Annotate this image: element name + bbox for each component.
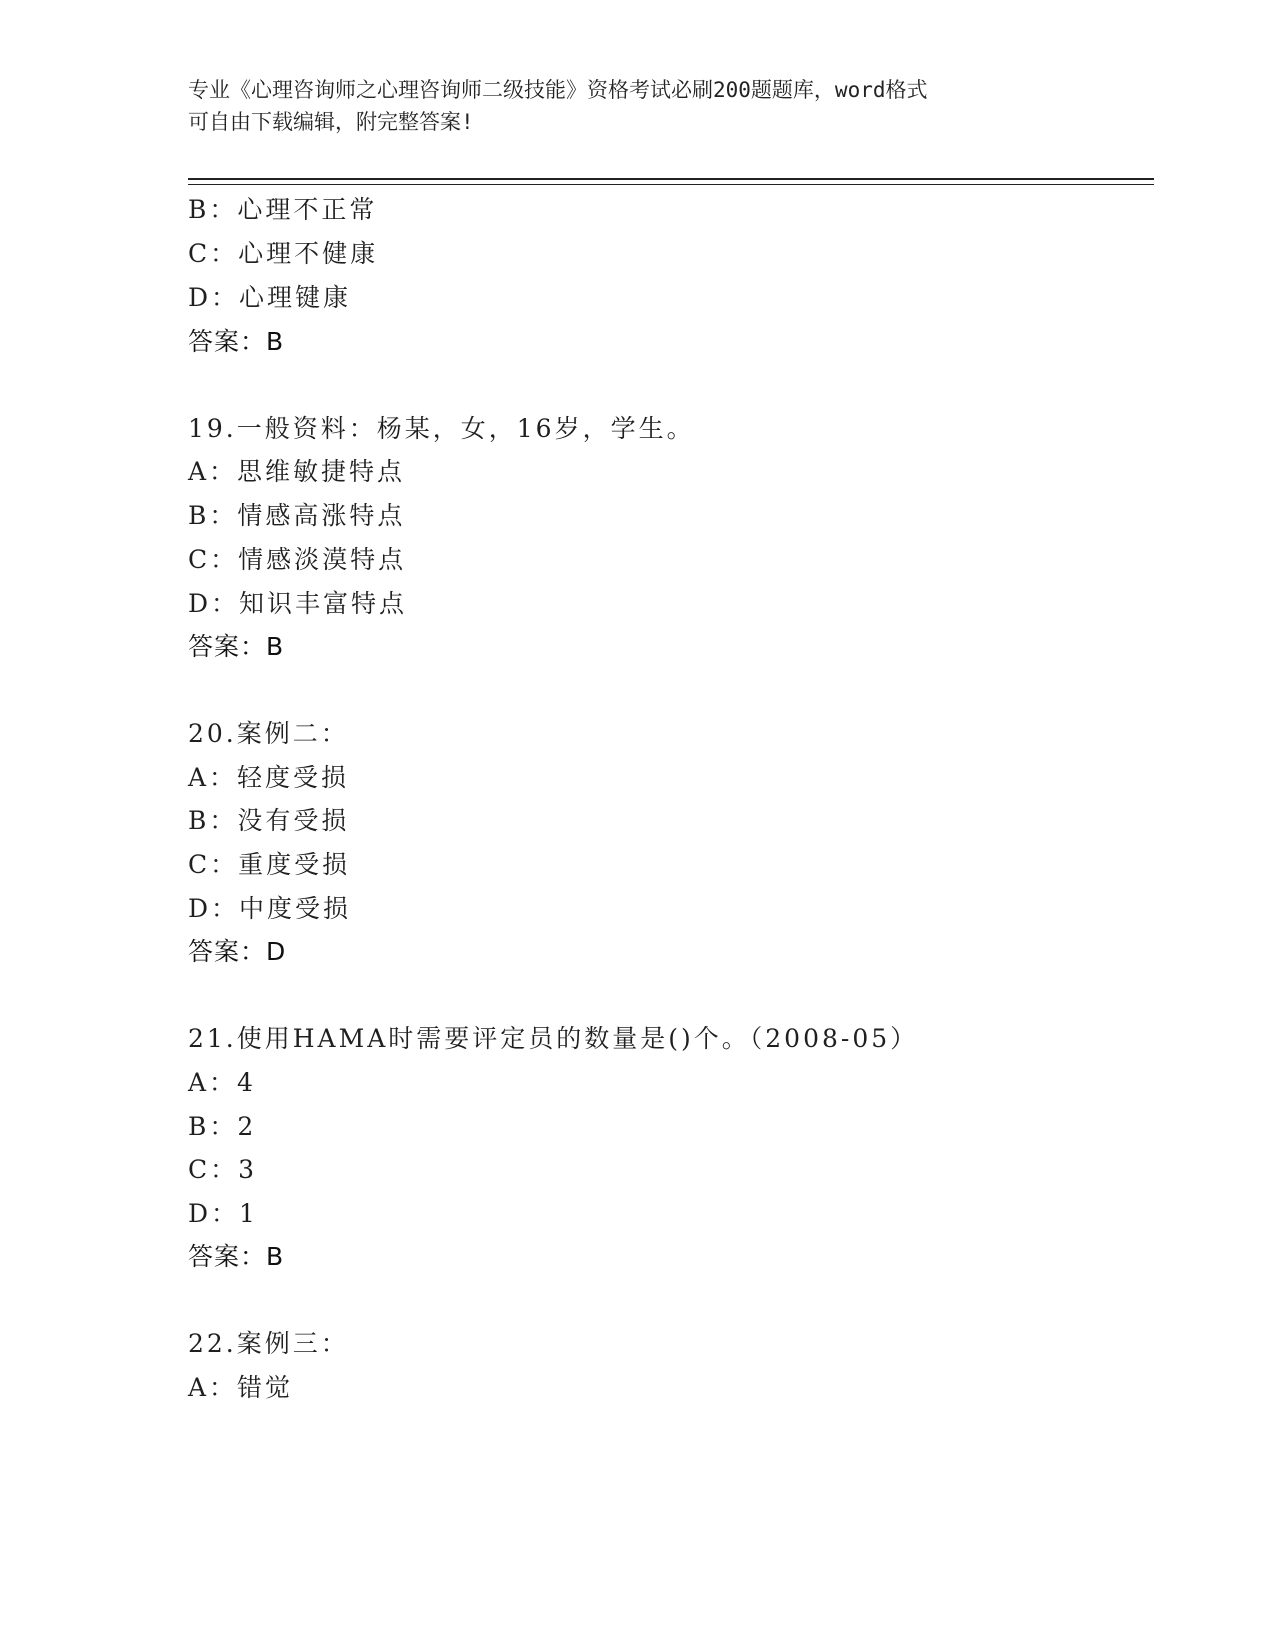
option-c: C：情感淡漠特点 xyxy=(188,545,407,574)
document-header xyxy=(188,74,1088,138)
option-a: A：轻度受损 xyxy=(188,763,350,792)
option-d: D：心理键康 xyxy=(188,283,352,312)
question-stem: 20.案例二： xyxy=(188,719,349,748)
header-line-1: 专业《心理咨询师之心理咨询师二级技能》资格考试必刷200题题库，word格式 xyxy=(188,78,928,102)
answer-line: 答案：B xyxy=(188,1242,285,1271)
header-divider-thin xyxy=(188,184,1154,185)
option-c: C：心理不健康 xyxy=(188,239,379,268)
answer-line: 答案：B xyxy=(188,327,285,356)
option-b: B：2 xyxy=(188,1112,257,1141)
option-c: C：重度受损 xyxy=(188,850,351,879)
option-b: B：情感高涨特点 xyxy=(188,501,406,530)
option-d: D：知识丰富特点 xyxy=(188,589,408,618)
answer-line: 答案：B xyxy=(188,632,285,661)
option-b: B：没有受损 xyxy=(188,806,350,835)
question-stem: 19.一般资料：杨某，女，16岁，学生。 xyxy=(188,414,695,443)
option-b: B：心理不正常 xyxy=(188,195,378,224)
option-a: A：错觉 xyxy=(188,1373,294,1402)
question-stem: 22.案例三： xyxy=(188,1329,349,1358)
option-a: A：4 xyxy=(188,1068,256,1097)
option-a: A：思维敏捷特点 xyxy=(188,457,406,486)
header-divider-thick xyxy=(188,178,1154,180)
answer-line: 答案：D xyxy=(188,937,287,966)
option-d: D：中度受损 xyxy=(188,894,352,923)
option-c: C：3 xyxy=(188,1155,258,1184)
header-line-2: 可自由下载编辑，附完整答案! xyxy=(188,110,474,134)
option-d: D：1 xyxy=(188,1199,258,1228)
question-stem: 21.使用HAMA时需要评定员的数量是()个。（2008-05） xyxy=(188,1024,919,1053)
